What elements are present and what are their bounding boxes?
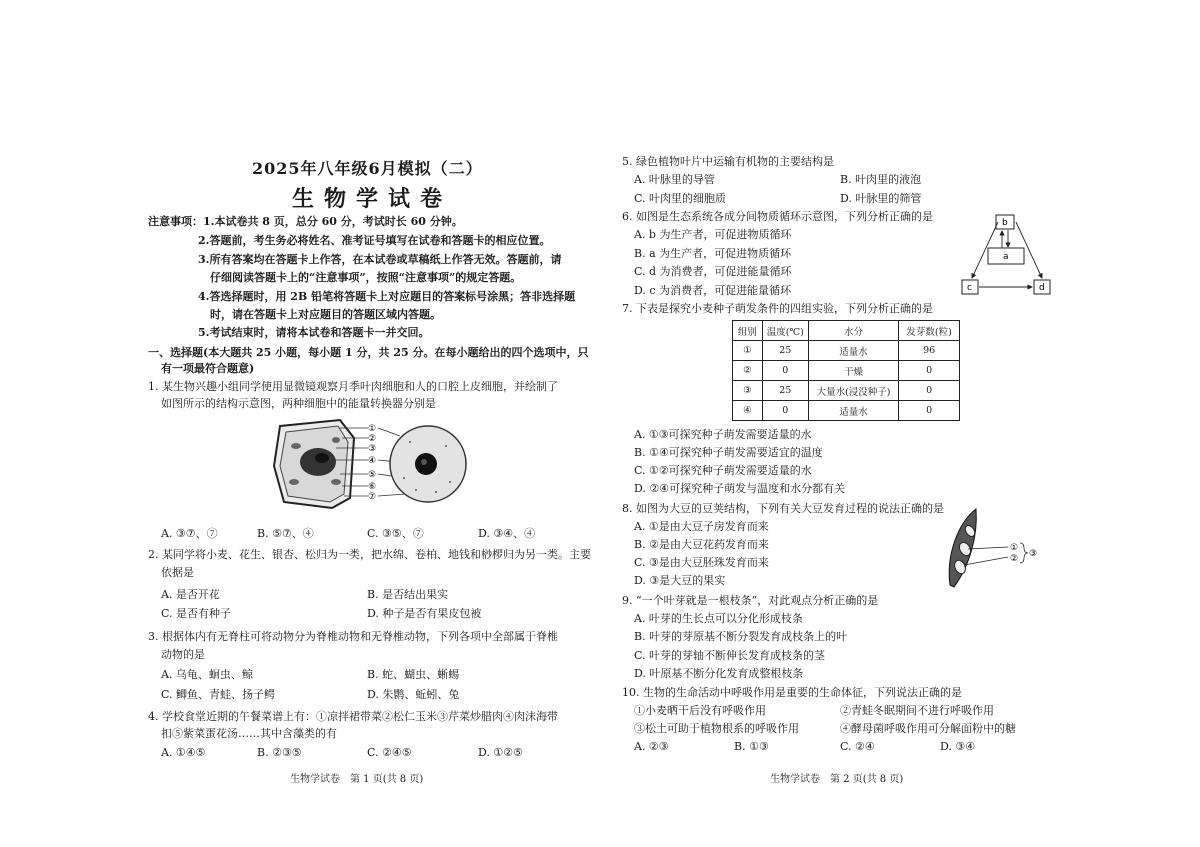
page-footer-2: 生物学试卷 第 2 页(共 8 页): [770, 774, 904, 785]
cell-label-3: ③: [368, 444, 377, 454]
table-row: ④ 0 适量水 0: [733, 401, 960, 421]
q10-statement-2: ②青蛙冬眠期间不进行呼吸作用: [840, 704, 994, 717]
q2-option-d: D. 种子是否有果皮包被: [367, 607, 482, 620]
pod-label-2: ②: [1010, 554, 1019, 564]
q6-stem: 6. 如图是生态系统各成分间物质循环示意图，下列分析正确的是: [622, 210, 933, 223]
table-header-row: [733, 321, 960, 341]
section-title: 一、选择题(本大题共 25 小题，每小题 1 分，共 25 分。在每小题给出的四个选项中，只: [148, 346, 589, 359]
q7-option-a: A. ①③可探究种子萌发需要适量的水: [634, 428, 812, 441]
q6-option-b: B. a 为生产者，可促进物质循环: [634, 247, 792, 260]
cell-label-4: ④: [368, 456, 377, 466]
q7-option-c: C. ①②可探究种子萌发需要适量的水: [634, 464, 812, 477]
table-header: 组别: [733, 321, 763, 341]
q10-statement-1: ①小麦晒干后没有呼吸作用: [634, 704, 766, 717]
soybean-pod-diagram: [940, 505, 1040, 589]
exam-subtitle: 生物学试卷: [292, 186, 453, 212]
q7-option-d: D. ②④可探究种子萌发与温度和水分都有关: [634, 482, 846, 495]
table-header: 发芽数(粒): [899, 321, 960, 341]
q6-option-d: D. c 为消费者，可促进能量循环: [634, 284, 792, 297]
q1-stem-cont: 如图所示的结构示意图，两种细胞中的能量转换器分别是: [161, 397, 436, 410]
q7-option-b: B. ①④可探究种子萌发需要适宜的温度: [634, 446, 823, 459]
notes-line-6: 时，请在答题卡上对应题目的答题区域内答题。: [210, 308, 441, 321]
q6-option-a: A. b 为生产者，可促进物质循环: [634, 228, 792, 241]
q10-option-d: D. ③④: [940, 740, 976, 753]
q2-stem-cont: 依据是: [161, 566, 194, 579]
q5-option-a: A. 叶脉里的导管: [634, 173, 715, 186]
table-header: 水分: [808, 321, 898, 341]
ecosystem-cycle-diagram: [958, 212, 1058, 300]
q9-option-a: A. 叶芽的生长点可以分化形成枝条: [634, 612, 803, 625]
table-header: 温度(℃): [762, 321, 808, 341]
notes-line-5: 4.答选择题时，用 2B 铅笔将答题卡上对应题目的答案标号涂黑；答非选择题: [198, 290, 576, 303]
pod-label-1: ①: [1010, 543, 1019, 553]
notes-line-7: 5.考试结束时，请将本试卷和答题卡一并交回。: [198, 326, 430, 339]
q8-option-a: A. ①是由大豆子房发育而来: [634, 520, 769, 533]
q2-option-b: B. 是否结出果实: [367, 588, 449, 601]
section-title-cont: 有一项最符合题意): [161, 362, 255, 375]
q3-option-d: D. 朱鹮、蚯蚓、兔: [367, 688, 460, 701]
q4-option-b: B. ②③⑤: [257, 746, 302, 759]
notes-line-1: 注意事项：1.本试卷共 8 页，总分 60 分，考试时长 60 分钟。: [148, 215, 463, 228]
q5-option-c: C. 叶肉里的细胞质: [634, 192, 727, 205]
q10-option-c: C. ②④: [840, 740, 875, 753]
q5-stem: 5. 绿色植物叶片中运输有机物的主要结构是: [622, 155, 834, 168]
q1-option-b: B. ⑤⑦、④: [257, 527, 314, 540]
cell-label-2: ②: [368, 434, 377, 444]
svg-text:b: b: [1002, 218, 1008, 228]
q3-option-c: C. 鲫鱼、青蛙、扬子鳄: [161, 688, 276, 701]
q4-option-c: C. ②④⑤: [367, 746, 412, 759]
q10-statement-4: ④酵母菌呼吸作用可分解面粉中的糖: [840, 722, 1016, 735]
q3-option-a: A. 乌龟、蛔虫、鲸: [161, 668, 253, 681]
q7-stem: 7. 下表是探究小麦种子萌发条件的四组实验，下列分析正确的是: [622, 302, 933, 315]
svg-text:d: d: [1039, 283, 1045, 293]
q1-option-a: A. ③⑦、⑦: [161, 527, 218, 540]
table-row: ① 25 适量水 96: [733, 341, 960, 361]
q10-option-a: A. ②③: [634, 740, 669, 753]
q9-option-c: C. 叶芽的芽轴不断伸长发育成枝条的茎: [634, 649, 826, 662]
q2-option-c: C. 是否有种子: [161, 607, 232, 620]
q4-option-a: A. ①④⑤: [161, 746, 206, 759]
q10-stem: 10. 生物的生命活动中呼吸作用是重要的生命体征，下列说法正确的是: [622, 686, 962, 699]
q4-stem: 4. 学校食堂近期的午餐菜谱上有：①凉拌裙带菜②松仁玉米③芹菜炒腊肉④肉沫海带: [148, 710, 558, 723]
notes-line-2: 2.答题前，考生务必将姓名、准考证号填写在试卷和答题卡的相应位置。: [198, 234, 551, 247]
cell-label-6: ⑥: [368, 482, 377, 492]
q3-option-b: B. 蛇、蝴虫、蜥蜴: [367, 668, 460, 681]
exam-title: 2025年八年级6月模拟（二）: [252, 159, 483, 178]
q8-option-b: B. ②是由大豆花药发育而来: [634, 538, 769, 551]
q8-option-c: C. ③是由大豆胚珠发育而来: [634, 556, 769, 569]
q1-option-c: C. ③⑤、⑦: [367, 527, 424, 540]
table-row: ② 0 干燥 0: [733, 361, 960, 381]
q1-option-d: D. ③④、④: [478, 527, 536, 540]
cell-label-7: ⑦: [368, 492, 377, 502]
germination-table: [732, 320, 960, 421]
q2-stem: 2. 某同学将小麦、花生、银杏、松归为一类，把水绵、卷柏、地钱和桫椤归为另一类。主要: [148, 548, 591, 561]
q10-statement-3: ③松土可助于植物根系的呼吸作用: [634, 722, 799, 735]
notes-line-4: 仔细阅读答题卡上的“注意事项”，按照“注意事项”的规定答题。: [210, 271, 522, 284]
q5-option-b: B. 叶肉里的液泡: [840, 173, 922, 186]
q2-option-a: A. 是否开花: [161, 588, 220, 601]
q4-stem-cont: 扣⑤紫菜蛋花汤……其中含藻类的有: [161, 727, 337, 740]
q6-option-c: C. d 为消费者，可促进能量循环: [634, 265, 792, 278]
q9-option-d: D. 叶原基不断分化发育成整根枝条: [634, 667, 804, 680]
page-footer-1: 生物学试卷 第 1 页(共 8 页): [290, 774, 424, 785]
cell-structure-diagram: [270, 416, 475, 512]
q1-stem: 1. 某生物兴趣小组同学使用显微镜观察月季叶肉细胞和人的口腔上皮细胞，并绘制了: [148, 380, 558, 393]
notes-line-3: 3.所有答案均在答题卡上作答，在本试卷或草稿纸上作答无效。答题前，请: [198, 253, 562, 266]
svg-text:a: a: [1003, 252, 1009, 262]
pod-label-3: ③: [1029, 549, 1038, 559]
chloroplast: [291, 443, 301, 449]
q8-stem: 8. 如图为大豆的豆荚结构，下列有关大豆发育过程的说法正确的是: [622, 502, 944, 515]
q3-stem-cont: 动物的是: [161, 648, 205, 661]
q5-option-d: D. 叶脉里的筛管: [840, 192, 922, 205]
exam-page-2: [600, 0, 1200, 847]
q3-stem: 3. 根据体内有无脊柱可将动物分为脊椎动物和无脊椎动物，下列各项中全部属于脊椎: [148, 630, 558, 643]
table-row: ③ 25 大量水(浸没种子) 0: [733, 381, 960, 401]
cell-label-1: ①: [368, 424, 377, 434]
q9-option-b: B. 叶芽的芽原基不断分裂发育成枝条上的叶: [634, 630, 848, 643]
q8-option-d: D. ③是大豆的果实: [634, 574, 726, 587]
cell-label-5: ⑤: [368, 470, 377, 480]
q10-option-b: B. ①③: [734, 740, 769, 753]
q9-stem: 9. “一个叶芽就是一根枝条”，对此观点分析正确的是: [622, 594, 879, 607]
svg-text:c: c: [967, 283, 972, 293]
q4-option-d: D. ①②⑤: [478, 746, 524, 759]
